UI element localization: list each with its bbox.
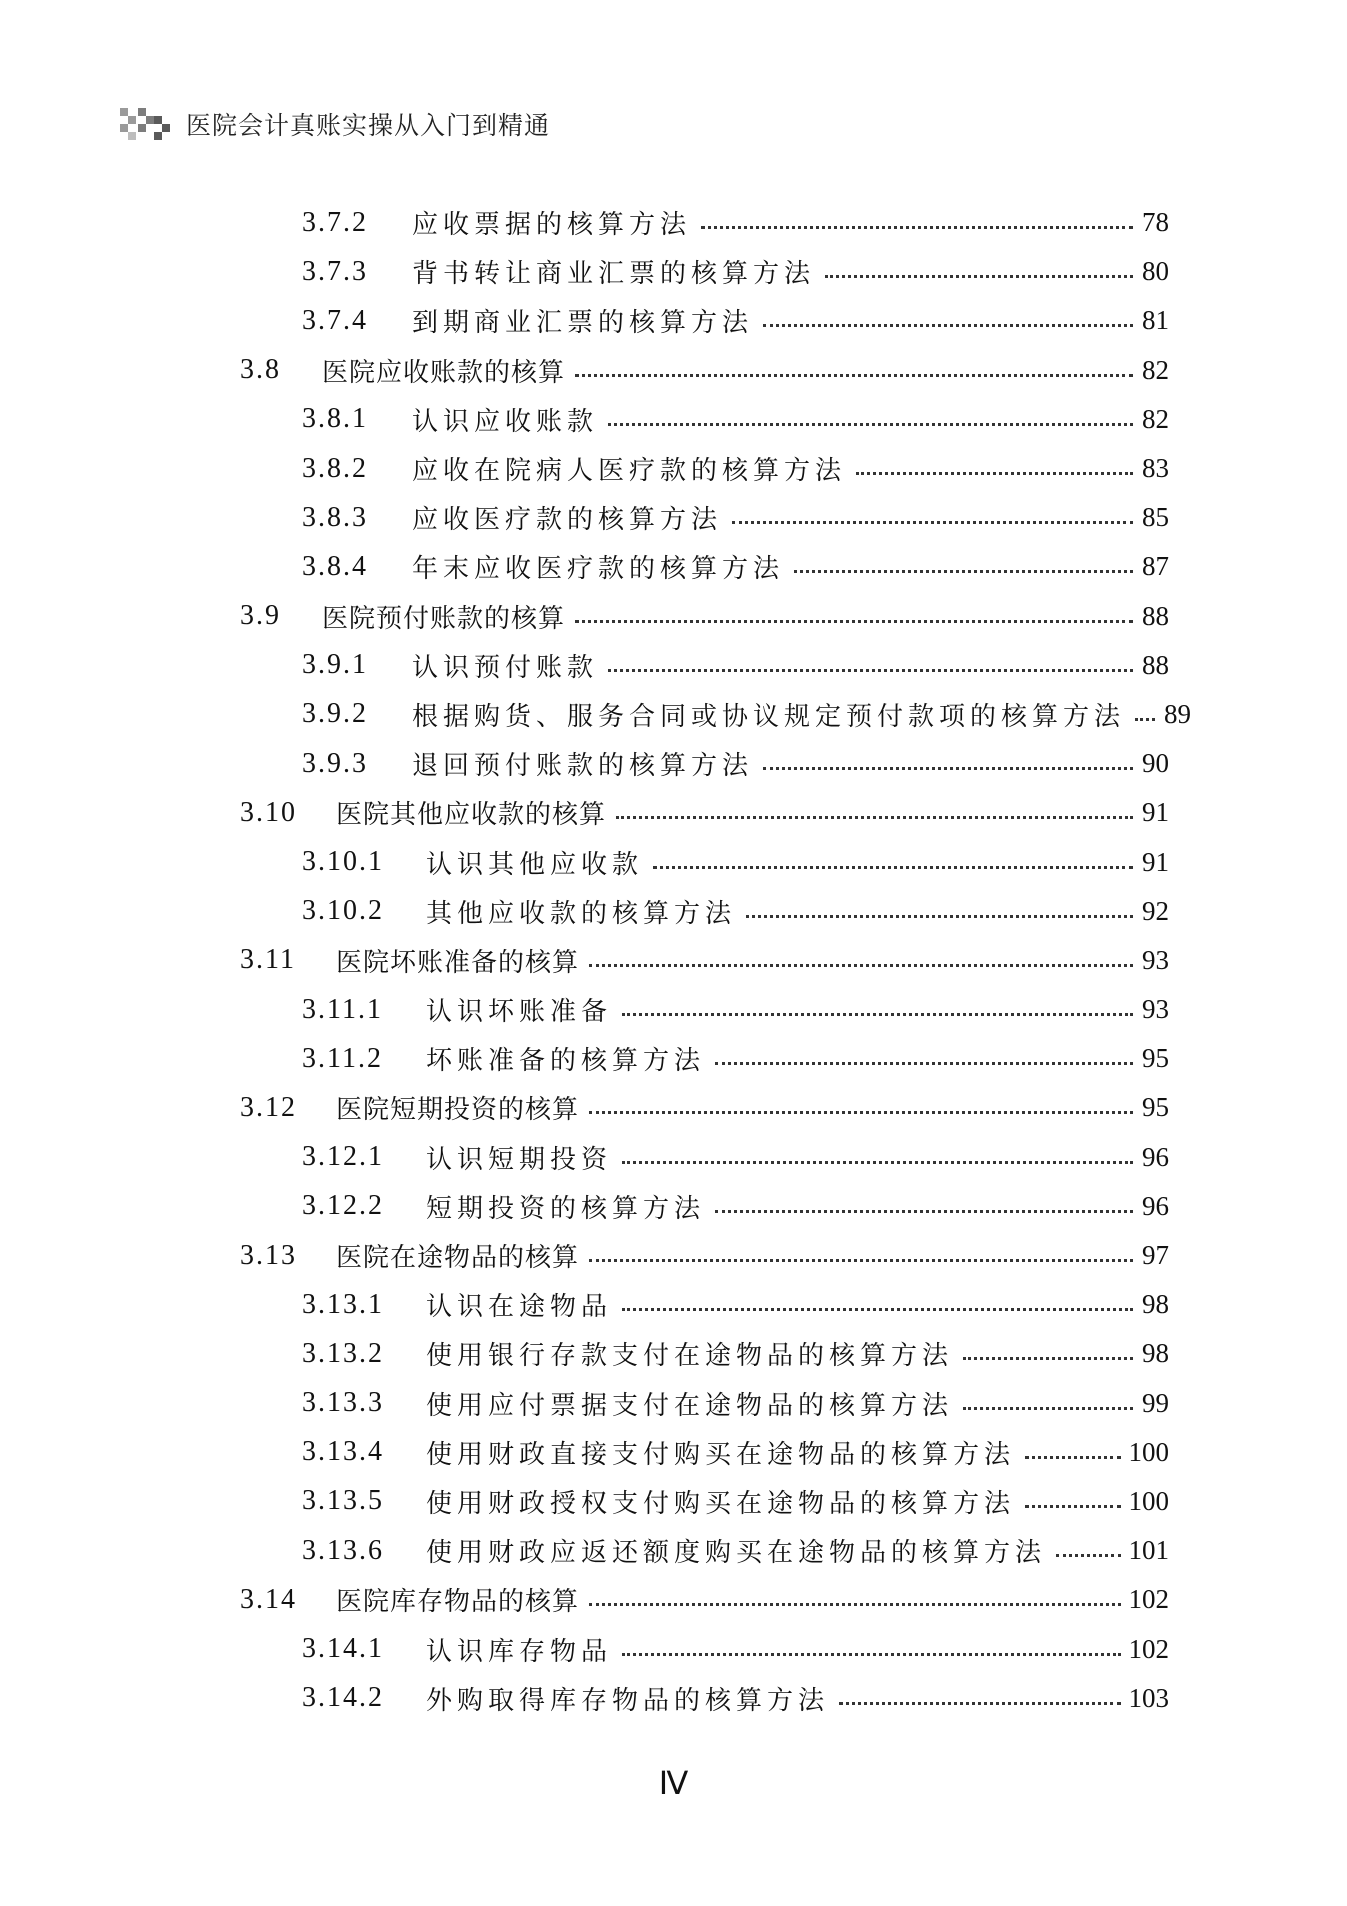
- toc-entry-number: 3.13.1: [302, 1288, 384, 1320]
- toc-entry-page: 81: [1142, 305, 1169, 336]
- toc-entry-number: 3.8.4: [302, 550, 368, 582]
- toc-entry-page: 88: [1142, 649, 1169, 680]
- toc-entry-title: 背书转让商业汇票的核算方法: [412, 259, 816, 290]
- toc-entry-number: 3.8.3: [302, 501, 368, 533]
- dot-leader: [622, 1308, 1133, 1311]
- toc-subsection-entry[interactable]: [0, 444, 1347, 493]
- toc-entry-number: 3.13.2: [302, 1337, 384, 1369]
- toc-entry-page: 91: [1142, 846, 1169, 877]
- toc-subsection-entry[interactable]: [0, 739, 1347, 788]
- dot-leader: [1025, 1456, 1120, 1459]
- dot-leader: [763, 767, 1133, 770]
- toc-subsection-entry[interactable]: [0, 1428, 1347, 1477]
- toc-subsection-entry[interactable]: [0, 1624, 1347, 1673]
- toc-entry-page: 88: [1142, 600, 1169, 631]
- toc-entry-title: 使用银行存款支付在途物品的核算方法: [426, 1341, 954, 1372]
- dot-leader: [701, 226, 1133, 229]
- toc-entry-title: 到期商业汇票的核算方法: [412, 308, 754, 339]
- toc-entry-title: 使用财政应返还额度购买在途物品的核算方法: [426, 1538, 1047, 1569]
- toc-entry-title: 应收票据的核算方法: [412, 210, 692, 241]
- toc-section-entry[interactable]: [0, 592, 1347, 641]
- toc-entry-title: 使用财政直接支付购买在途物品的核算方法: [426, 1439, 1016, 1470]
- toc-entry-title: 认识其他应收款: [426, 849, 644, 880]
- dot-leader: [589, 1259, 1133, 1262]
- toc-section-entry[interactable]: [0, 788, 1347, 837]
- toc-entry-number: 3.7.2: [302, 206, 368, 238]
- toc-section-entry[interactable]: [0, 1083, 1347, 1132]
- dot-leader: [622, 1013, 1133, 1016]
- toc-entry-title: 应收在院病人医疗款的核算方法: [412, 456, 847, 487]
- toc-entry-number: 3.9: [240, 600, 281, 632]
- toc-entry-number: 3.14.2: [302, 1682, 384, 1714]
- toc-entry-title: 医院短期投资的核算: [336, 1095, 580, 1126]
- toc-entry-number: 3.14.1: [302, 1633, 384, 1665]
- toc-entry-title: 医院库存物品的核算: [336, 1587, 580, 1618]
- toc-entry-title: 根据购货、服务合同或协议规定预付款项的核算方法: [412, 701, 1126, 732]
- toc-section-entry[interactable]: [0, 1575, 1347, 1624]
- toc-entry-title: 医院坏账准备的核算: [336, 947, 580, 978]
- toc-subsection-entry[interactable]: [0, 1329, 1347, 1378]
- dot-leader: [794, 570, 1133, 573]
- dot-leader: [1056, 1554, 1120, 1557]
- toc-subsection-entry[interactable]: [0, 1182, 1347, 1231]
- toc-entry-number: 3.12.1: [302, 1141, 384, 1173]
- toc-entry-title: 医院在途物品的核算: [336, 1243, 580, 1274]
- toc-entry-number: 3.10.1: [302, 846, 384, 878]
- toc-entry-number: 3.12.2: [302, 1190, 384, 1222]
- toc-section-entry[interactable]: [0, 1231, 1347, 1280]
- dot-leader: [1135, 718, 1155, 721]
- toc-entry-title: 医院其他应收款的核算: [336, 800, 607, 831]
- toc-entry-page: 92: [1142, 895, 1169, 926]
- toc-entry-page: 95: [1142, 1092, 1169, 1123]
- toc-entry-title: 使用应付票据支付在途物品的核算方法: [426, 1390, 954, 1421]
- toc-entry-number: 3.13.5: [302, 1485, 384, 1517]
- table-of-contents: [0, 198, 1347, 1723]
- toc-entry-title: 医院应收账款的核算: [322, 357, 566, 388]
- toc-entry-title: 认识库存物品: [426, 1636, 613, 1667]
- toc-subsection-entry[interactable]: [0, 1379, 1347, 1428]
- toc-entry-page: 93: [1142, 944, 1169, 975]
- dot-leader: [746, 915, 1133, 918]
- dot-leader: [856, 472, 1133, 475]
- toc-subsection-entry[interactable]: [0, 395, 1347, 444]
- dot-leader: [616, 816, 1133, 819]
- toc-entry-title: 坏账准备的核算方法: [426, 1046, 706, 1077]
- toc-entry-number: 3.9.1: [302, 649, 368, 681]
- dot-leader: [608, 423, 1133, 426]
- toc-entry-page: 95: [1142, 1043, 1169, 1074]
- toc-entry-title: 认识应收账款: [412, 406, 599, 437]
- dot-leader: [763, 324, 1133, 327]
- toc-entry-page: 98: [1142, 1289, 1169, 1320]
- dot-leader: [715, 1062, 1133, 1065]
- toc-subsection-entry[interactable]: [0, 493, 1347, 542]
- page-number: Ⅳ: [658, 1764, 689, 1802]
- toc-entry-title: 外购取得库存物品的核算方法: [426, 1685, 830, 1716]
- toc-entry-page: 100: [1128, 1436, 1169, 1467]
- dot-leader: [622, 1653, 1120, 1656]
- toc-entry-page: 82: [1142, 403, 1169, 434]
- dot-leader: [575, 374, 1133, 377]
- dot-leader: [839, 1702, 1120, 1705]
- toc-entry-page: 85: [1142, 502, 1169, 533]
- toc-entry-page: 78: [1142, 207, 1169, 238]
- toc-subsection-entry[interactable]: [0, 690, 1347, 739]
- toc-subsection-entry[interactable]: [0, 198, 1347, 247]
- dot-leader: [608, 669, 1133, 672]
- toc-subsection-entry[interactable]: [0, 1526, 1347, 1575]
- dot-leader: [575, 620, 1133, 623]
- toc-entry-title: 医院预付账款的核算: [322, 603, 566, 634]
- toc-subsection-entry[interactable]: [0, 641, 1347, 690]
- dot-leader: [963, 1357, 1133, 1360]
- toc-subsection-entry[interactable]: [0, 296, 1347, 345]
- toc-entry-number: 3.8: [240, 354, 281, 386]
- toc-entry-page: 98: [1142, 1338, 1169, 1369]
- dot-leader: [715, 1210, 1133, 1213]
- toc-subsection-entry[interactable]: [0, 887, 1347, 936]
- toc-section-entry[interactable]: [0, 936, 1347, 985]
- dot-leader: [653, 866, 1133, 869]
- toc-entry-page: 102: [1128, 1633, 1169, 1664]
- toc-entry-number: 3.13: [240, 1239, 297, 1271]
- toc-subsection-entry[interactable]: [0, 1133, 1347, 1182]
- toc-entry-page: 89: [1164, 698, 1192, 729]
- toc-entry-title: 应收医疗款的核算方法: [412, 505, 723, 536]
- dot-leader: [589, 1603, 1120, 1606]
- toc-entry-number: 3.13.4: [302, 1436, 384, 1468]
- toc-entry-title: 认识短期投资: [426, 1144, 613, 1175]
- toc-entry-page: 82: [1142, 354, 1169, 385]
- toc-subsection-entry[interactable]: [0, 1034, 1347, 1083]
- toc-entry-number: 3.8.2: [302, 452, 368, 484]
- toc-entry-number: 3.9.2: [302, 698, 368, 730]
- toc-entry-number: 3.9.3: [302, 747, 368, 779]
- toc-entry-number: 3.11.1: [302, 993, 383, 1025]
- toc-entry-number: 3.13.6: [302, 1534, 384, 1566]
- toc-subsection-entry[interactable]: [0, 837, 1347, 886]
- dot-leader: [589, 964, 1133, 967]
- toc-entry-number: 3.13.3: [302, 1387, 384, 1419]
- dot-leader: [622, 1161, 1133, 1164]
- toc-subsection-entry[interactable]: [0, 542, 1347, 591]
- toc-entry-page: 100: [1128, 1485, 1169, 1516]
- toc-entry-title: 认识在途物品: [426, 1292, 613, 1323]
- chevron-arrows-icon: [118, 104, 174, 144]
- toc-entry-title: 认识坏账准备: [426, 997, 613, 1028]
- dot-leader: [732, 521, 1133, 524]
- toc-entry-title: 认识预付账款: [412, 652, 599, 683]
- toc-entry-page: 93: [1142, 994, 1169, 1025]
- toc-subsection-entry[interactable]: [0, 1280, 1347, 1329]
- toc-entry-page: 96: [1142, 1190, 1169, 1221]
- toc-entry-number: 3.7.4: [302, 304, 368, 336]
- toc-entry-number: 3.11.2: [302, 1042, 383, 1074]
- toc-entry-page: 96: [1142, 1141, 1169, 1172]
- toc-section-entry[interactable]: [0, 346, 1347, 395]
- toc-subsection-entry[interactable]: [0, 985, 1347, 1034]
- toc-entry-title: 短期投资的核算方法: [426, 1193, 706, 1224]
- toc-entry-title: 使用财政授权支付购买在途物品的核算方法: [426, 1488, 1016, 1519]
- toc-entry-number: 3.8.1: [302, 403, 368, 435]
- toc-entry-page: 103: [1128, 1682, 1169, 1713]
- toc-entry-number: 3.10.2: [302, 895, 384, 927]
- toc-entry-page: 87: [1142, 551, 1169, 582]
- toc-entry-title: 其他应收款的核算方法: [426, 898, 737, 929]
- toc-entry-page: 99: [1142, 1387, 1169, 1418]
- toc-entry-page: 101: [1128, 1535, 1169, 1566]
- dot-leader: [589, 1111, 1133, 1114]
- book-title: 医院会计真账实操从入门到精通: [186, 111, 551, 140]
- toc-entry-number: 3.11: [240, 944, 296, 976]
- toc-entry-number: 3.12: [240, 1091, 297, 1123]
- toc-entry-page: 83: [1142, 453, 1169, 484]
- toc-entry-title: 退回预付账款的核算方法: [412, 751, 754, 782]
- toc-entry-page: 97: [1142, 1240, 1169, 1271]
- dot-leader: [963, 1407, 1133, 1410]
- toc-entry-number: 3.10: [240, 796, 297, 828]
- toc-entry-number: 3.7.3: [302, 255, 368, 287]
- running-header: [118, 104, 550, 144]
- toc-entry-page: 90: [1142, 748, 1169, 779]
- toc-entry-page: 80: [1142, 256, 1169, 287]
- toc-entry-page: 91: [1142, 797, 1169, 828]
- toc-entry-page: 102: [1128, 1584, 1169, 1615]
- toc-subsection-entry[interactable]: [0, 1674, 1347, 1723]
- toc-subsection-entry[interactable]: [0, 1477, 1347, 1526]
- dot-leader: [1025, 1505, 1120, 1508]
- toc-subsection-entry[interactable]: [0, 247, 1347, 296]
- toc-entry-number: 3.14: [240, 1583, 297, 1615]
- dot-leader: [825, 275, 1133, 278]
- toc-entry-title: 年末应收医疗款的核算方法: [412, 554, 785, 585]
